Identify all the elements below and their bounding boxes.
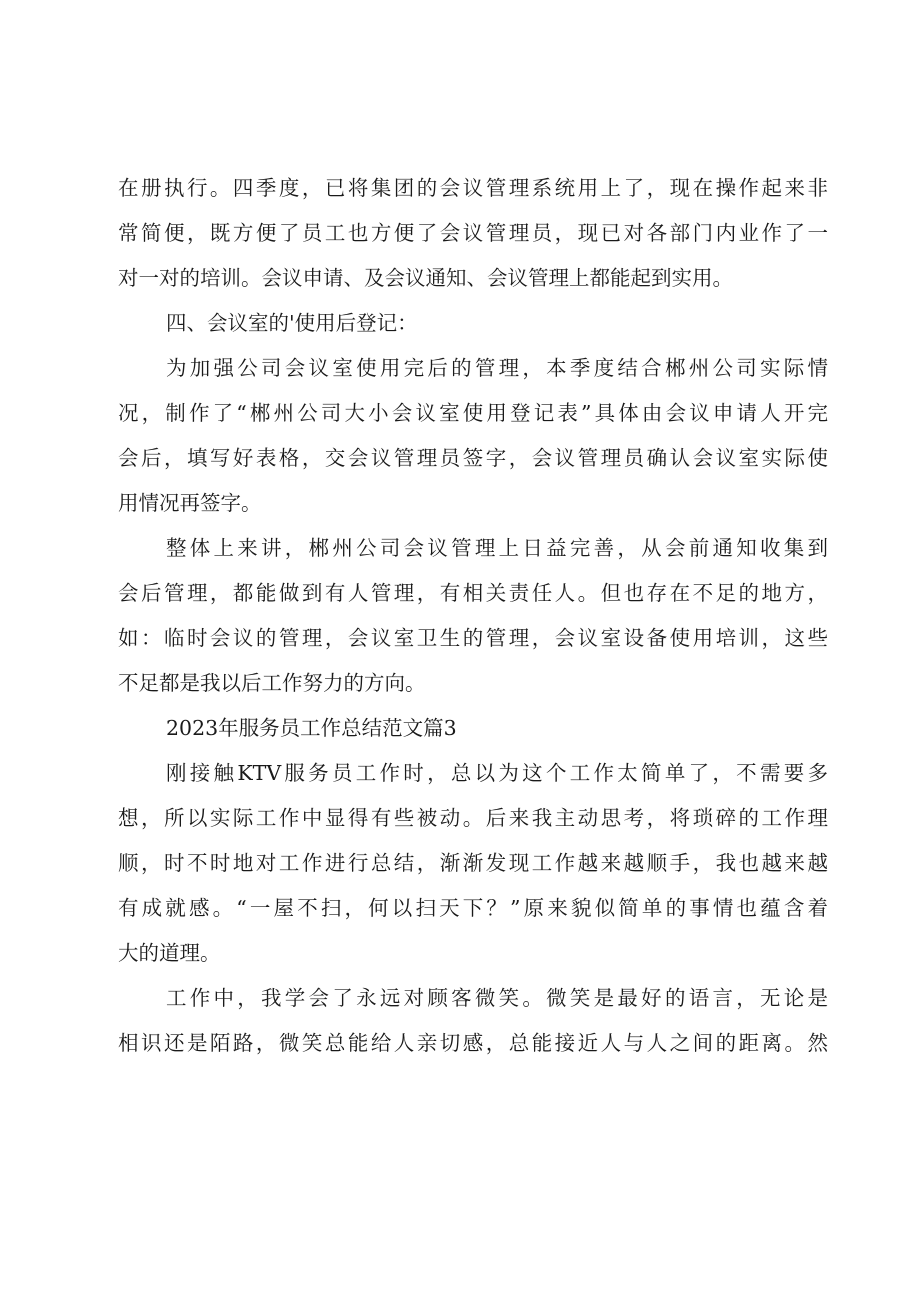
text-line: 为加强公司会议室使用完后的管理，本季度结合郴州公司实际情: [166, 356, 828, 380]
text-line: 况，制作了“郴州公司大小会议室使用登记表”具体由会议申请人开完: [118, 401, 828, 425]
section-heading: 四、会议室的'使用后登记：: [166, 311, 418, 335]
text-line: 有成就感。“一屋不扫，何以扫天下？”原来貌似简单的事情也蕴含着: [118, 896, 828, 920]
text-line: 会后管理，都能做到有人管理，有相关责任人。但也存在不足的地方，: [118, 581, 828, 605]
text-line: 整体上来讲，郴州公司会议管理上日益完善，从会前通知收集到: [166, 536, 828, 560]
text-line: 想，所以实际工作中显得有些被动。后来我主动思考，将琐碎的工作理: [118, 806, 828, 830]
text-line: 常简便，既方便了员工也方便了会议管理员，现已对各部门内业作了一: [118, 221, 828, 245]
text-line: 相识还是陌路，微笑总能给人亲切感，总能接近人与人之间的距离。然: [118, 1031, 828, 1055]
document-body: [118, 166, 828, 1066]
text-line: 在册执行。四季度，已将集团的会议管理系统用上了，现在操作起来非: [118, 176, 828, 200]
text-line: 工作中，我学会了永远对顾客微笑。微笑是最好的语言，无论是: [166, 986, 828, 1010]
text-line: 会后，填写好表格，交会议管理员签字，会议管理员确认会议室实际使: [118, 446, 828, 470]
text-line: 不足都是我以后工作努力的方向。: [118, 671, 426, 695]
text-line: 对一对的培训。会议申请、及会议通知、会议管理上都能起到实用。: [118, 266, 733, 290]
text-line: 如：临时会议的管理，会议室卫生的管理，会议室设备使用培训，这些: [118, 626, 828, 650]
article-title: 2023年服务员工作总结范文篇3: [166, 716, 457, 740]
text-line: 刚接触KTV服务员工作时，总以为这个工作太简单了，不需要多: [166, 761, 828, 785]
text-line: 顺，时不时地对工作进行总结，渐渐发现工作越来越顺手，我也越来越: [118, 851, 828, 875]
text-line: 用情况再签字。: [118, 491, 262, 515]
text-line: 大的道理。: [118, 941, 221, 965]
